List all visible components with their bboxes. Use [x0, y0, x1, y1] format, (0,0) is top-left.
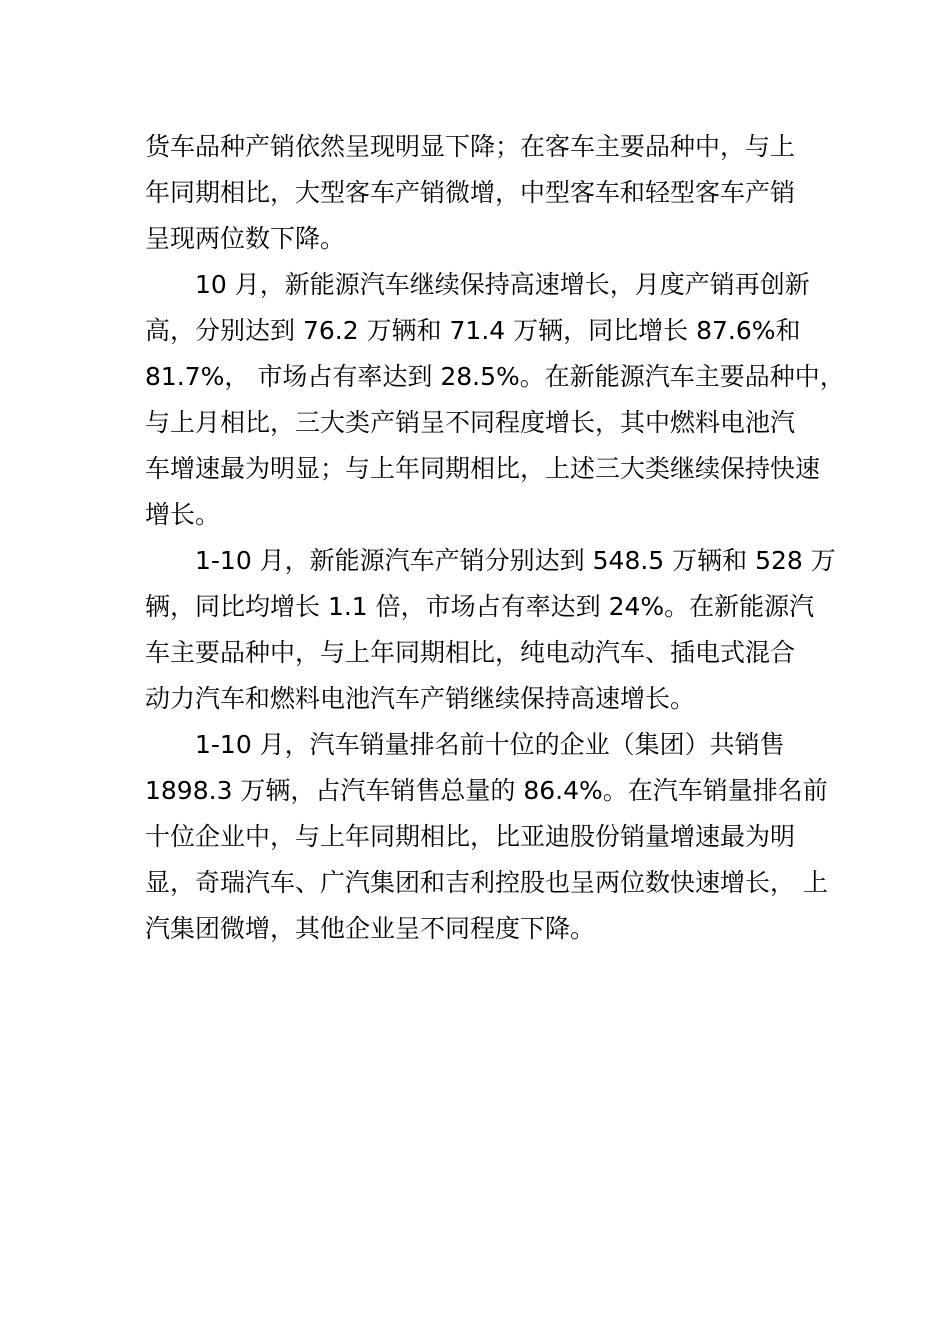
text-line: 增长。: [145, 500, 221, 529]
text-line: 1898.3 万辆，占汽车销售总量的 86.4%。在汽车销量排名前: [145, 776, 828, 805]
text-line: 车主要品种中，与上年同期相比，纯电动汽车、插电式混合: [145, 638, 796, 667]
text-line: 年同期相比，大型客车产销微增，中型客车和轻型客车产销: [145, 178, 796, 207]
text-line: 呈现两位数下降。: [145, 224, 346, 253]
text-line: 1-10 月，汽车销量排名前十位的企业（集团）共销售: [195, 730, 785, 759]
text-line: 车增速最为明显；与上年同期相比，上述三大类继续保持快速: [145, 454, 821, 483]
text-line: 与上月相比，三大类产销呈不同程度增长，其中燃料电池汽: [145, 408, 796, 437]
text-line: 动力汽车和燃料电池汽车产销继续保持高速增长。: [145, 684, 696, 713]
text-line: 高，分别达到 76.2 万辆和 71.4 万辆，同比增长 87.6%和: [145, 316, 801, 345]
text-line: 显，奇瑞汽车、广汽集团和吉利控股也呈两位数快速增长， 上: [145, 868, 828, 897]
text-line: 10 月，新能源汽车继续保持高速增长，月度产销再创新: [195, 270, 810, 299]
body-text: [145, 124, 845, 952]
text-line: 汽集团微增，其他企业呈不同程度下降。: [145, 914, 596, 943]
text-line: 十位企业中，与上年同期相比，比亚迪股份销量增速最为明: [145, 822, 796, 851]
text-line: 辆，同比均增长 1.1 倍，市场占有率达到 24%。在新能源汽: [145, 592, 815, 621]
text-line: 81.7%， 市场占有率达到 28.5%。在新能源汽车主要品种中，: [145, 362, 845, 391]
text-line: 1-10 月，新能源汽车产销分别达到 548.5 万辆和 528 万: [195, 546, 836, 575]
text-line: 货车品种产销依然呈现明显下降；在客车主要品种中，与上: [145, 132, 796, 161]
